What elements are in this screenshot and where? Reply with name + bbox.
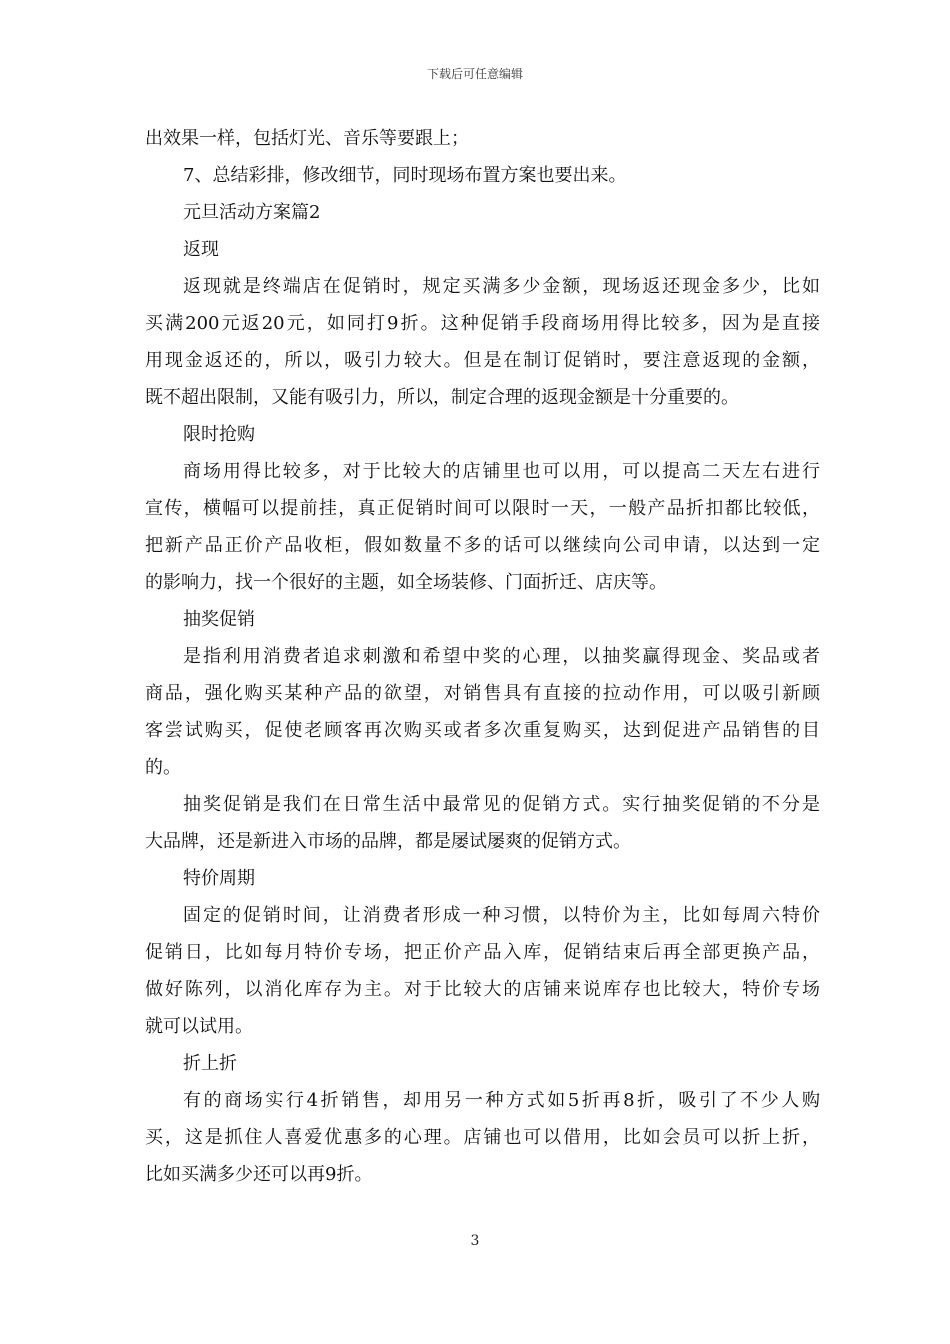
text-line: 客尝试购买，促使老顾客再次购买或者多次重复购买，达到促进产品销售的目 xyxy=(145,720,820,741)
text-line: 的影响力，找一个很好的主题，如全场装修、门面折迁、店庆等。 xyxy=(145,572,667,593)
section-heading: 抽奖促销 xyxy=(183,609,255,630)
text-line: 有的商场实行4折销售，却用另一种方式如5折再8折，吸引了不少人购 xyxy=(183,1090,820,1111)
text-line: 买，这是抓住人喜爱优惠多的心理。店铺也可以借用，比如会员可以折上折， xyxy=(145,1127,820,1148)
text-line: 固定的促销时间，让消费者形成一种习惯，以特价为主，比如每周六特价 xyxy=(183,905,820,926)
text-line: 宣传，横幅可以提前挂，真正促销时间可以限时一天，一般产品折扣都比较低， xyxy=(145,498,820,519)
section-heading: 限时抢购 xyxy=(183,424,255,445)
text-line: 做好陈列，以消化库存为主。对于比较大的店铺来说库存也比较大，特价专场 xyxy=(145,979,820,1000)
section-heading: 返现 xyxy=(183,239,219,260)
text-line: 比如买满多少还可以再9折。 xyxy=(145,1164,373,1185)
text-line: 用现金返还的，所以，吸引力较大。但是在制订促销时，要注意返现的金额， xyxy=(145,350,820,371)
section-heading: 元旦活动方案篇2 xyxy=(183,202,321,223)
text-line: 商场用得比较多，对于比较大的店铺里也可以用，可以提高二天左右进行 xyxy=(183,461,820,482)
text-line: 大品牌，还是新进入市场的品牌，都是屡试屡爽的促销方式。 xyxy=(145,831,631,852)
text-line: 把新产品正价产品收柜，假如数量不多的话可以继续向公司申请，以达到一定 xyxy=(145,535,820,556)
page-number: 3 xyxy=(470,1233,480,1249)
page-header: 下载后可任意编辑 xyxy=(426,67,523,81)
section-heading: 折上折 xyxy=(183,1053,237,1074)
text-line: 的。 xyxy=(145,757,181,778)
text-line: 出效果一样，包括灯光、音乐等要跟上； xyxy=(145,128,469,149)
text-line: 抽奖促销是我们在日常生活中最常见的促销方式。实行抽奖促销的不分是 xyxy=(183,794,820,815)
text-line: 是指利用消费者追求刺激和希望中奖的心理，以抽奖赢得现金、奖品或者 xyxy=(183,646,820,667)
text-line: 7、总结彩排，修改细节，同时现场布置方案也要出来。 xyxy=(183,165,627,186)
text-line: 就可以试用。 xyxy=(145,1016,253,1037)
text-line: 既不超出限制，又能有吸引力，所以，制定合理的返现金额是十分重要的。 xyxy=(145,387,739,408)
text-line: 买满200元返20元，如同打9折。这种促销手段商场用得比较多，因为是直接 xyxy=(145,313,820,334)
text-line: 商品，强化购买某种产品的欲望，对销售具有直接的拉动作用，可以吸引新顾 xyxy=(145,683,820,704)
text-line: 促销日，比如每月特价专场，把正价产品入库，促销结束后再全部更换产品， xyxy=(145,942,820,963)
section-heading: 特价周期 xyxy=(183,868,255,889)
document-body xyxy=(145,120,820,1193)
text-line: 返现就是终端店在促销时，规定买满多少金额，现场返还现金多少，比如 xyxy=(183,276,820,297)
